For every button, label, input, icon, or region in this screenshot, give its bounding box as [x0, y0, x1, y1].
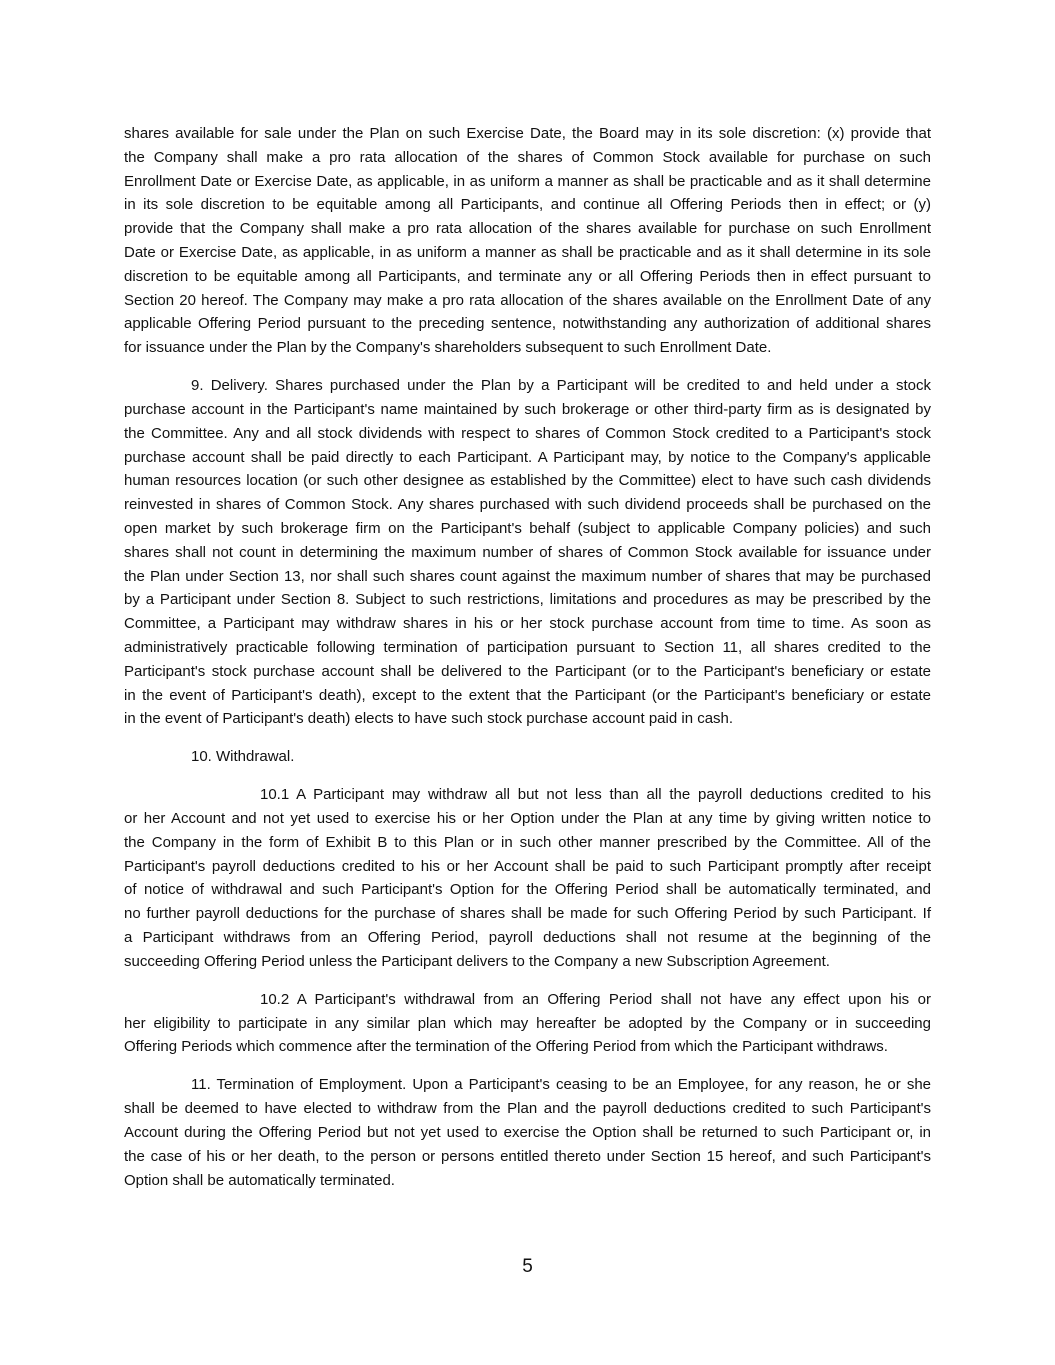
- paragraph: [124, 374, 931, 731]
- text-line: succeeding Offering Period unless the Participant delivers to the Company a new Subscription Agreement.: [124, 952, 830, 970]
- text-line: shall be deemed to have elected to withdraw from the Plan and the payroll deductions credited to such Participant's: [124, 1100, 931, 1118]
- text-line: open market by such brokerage firm on the Participant's behalf (subject to applicable Company policies) and such: [124, 519, 931, 537]
- text-line: by a Participant under Section 8. Subject to such restrictions, limitations and procedures as may be prescribed by the: [124, 591, 931, 609]
- paragraph: [124, 1073, 931, 1192]
- text-line: 10.2 A Participant's withdrawal from an Offering Period shall not have any effect upon his or: [260, 990, 931, 1008]
- text-line: applicable Offering Period pursuant to the preceding sentence, notwithstanding any authorization of additional shares: [124, 315, 931, 333]
- text-line: Section 20 hereof. The Company may make a pro rata allocation of the shares available on the Enrollment Date of any: [124, 291, 931, 309]
- text-line: her eligibility to participate in any similar plan which may hereafter be adopted by the Company or in succeeding: [124, 1014, 931, 1032]
- page-number: 5: [522, 1256, 533, 1277]
- text-line: 10.1 A Participant may withdraw all but not less than all the payroll deductions credited to his: [260, 786, 931, 804]
- text-line: or her Account and not yet used to exercise his or her Option under the Plan at any time by giving written notice to: [124, 810, 931, 828]
- text-line: for issuance under the Plan by the Company's shareholders subsequent to such Enrollment Date.: [124, 339, 772, 357]
- text-line: purchase account in the Participant's name maintained by such brokerage or other third-party firm as is designated by: [124, 400, 931, 418]
- document-body: [124, 122, 931, 1207]
- text-line: Date or Exercise Date, as applicable, in as uniform a manner as shall be practicable and as it shall determine in its sole: [124, 243, 931, 261]
- text-line: no further payroll deductions for the purchase of shares shall be made for such Offering Period by such Participant. If: [124, 905, 931, 923]
- text-line: 9. Delivery. Shares purchased under the Plan by a Participant will be credited to and held under a stock: [191, 377, 931, 395]
- text-line: Option shall be automatically terminated.: [124, 1171, 395, 1189]
- text-line: 10. Withdrawal.: [191, 748, 295, 766]
- text-line: the Plan under Section 13, nor shall such shares count against the maximum number of shares that may be purchased: [124, 567, 931, 585]
- text-line: 11. Termination of Employment. Upon a Participant's ceasing to be an Employee, for any reason, he or she: [191, 1076, 931, 1094]
- text-line: purchase account shall be paid directly to each Participant. A Participant may, by notice to the Company's applicable: [124, 448, 931, 466]
- text-line: Account during the Offering Period but not yet used to exercise the Option shall be returned to such Participant or, in: [124, 1124, 931, 1142]
- text-line: shares shall not count in determining the maximum number of shares of Common Stock available for issuance under: [124, 543, 931, 561]
- text-line: a Participant withdraws from an Offering Period, payroll deductions shall not resume at the beginning of the: [124, 929, 931, 947]
- text-line: in the event of Participant's death) elects to have such stock purchase account paid in cash.: [124, 710, 734, 728]
- text-line: the case of his or her death, to the person or persons entitled thereto under Section 15 hereof, and such Participant's: [124, 1147, 931, 1165]
- text-line: human resources location (or such other designee as established by the Committee) elect to have such cash dividends: [124, 472, 931, 490]
- paragraph: [124, 122, 931, 360]
- text-line: administratively practicable following termination of participation pursuant to Section 11, all shares credited to the: [124, 638, 931, 656]
- text-line: Committee, a Participant may withdraw shares in his or her stock purchase account from time to time. As soon as: [124, 615, 931, 633]
- text-line: of notice of withdrawal and such Participant's Option for the Offering Period shall be automatically terminated, and: [124, 881, 931, 899]
- text-line: the Committee. Any and all stock dividends with respect to shares of Common Stock credited to a Participant's stock: [124, 424, 931, 442]
- text-line: Enrollment Date or Exercise Date, as applicable, in as uniform a manner as shall be practicable and as it shall determine: [124, 172, 931, 190]
- text-line: the Company in the form of Exhibit B to this Plan or in such other manner prescribed by the Committee. All of the: [124, 833, 931, 851]
- text-line: in its sole discretion to be equitable among all Participants, and continue all Offering Periods then in effect; or (y): [124, 196, 931, 214]
- text-line: Participant's stock purchase account shall be delivered to the Participant (or to the Participant's beneficiary or estate: [124, 662, 931, 680]
- text-line: the Company shall make a pro rata allocation of the shares of Common Stock available for purchase on such: [124, 148, 931, 166]
- paragraph: [124, 745, 931, 769]
- paragraph: [124, 783, 931, 973]
- text-line: shares available for sale under the Plan on such Exercise Date, the Board may in its sole discretion: (x) provide that: [124, 125, 931, 142]
- text-line: provide that the Company shall make a pro rata allocation of the shares available for purchase on such Enrollment: [124, 220, 931, 238]
- paragraph: [124, 988, 931, 1059]
- text-line: Offering Periods which commence after the termination of the Offering Period from which the Participant withdraws.: [124, 1038, 888, 1056]
- text-line: in the event of Participant's death), except to the extent that the Participant (or the Participant's beneficiary or estate: [124, 686, 931, 704]
- text-line: reinvested in shares of Common Stock. Any shares purchased with such dividend proceeds shall be purchased on the: [124, 496, 931, 514]
- text-line: Participant's payroll deductions credited to his or her Account shall be paid to such Participant promptly after receipt: [124, 857, 931, 875]
- text-line: discretion to be equitable among all Participants, and terminate any or all Offering Periods then in effect pursuant to: [124, 267, 931, 285]
